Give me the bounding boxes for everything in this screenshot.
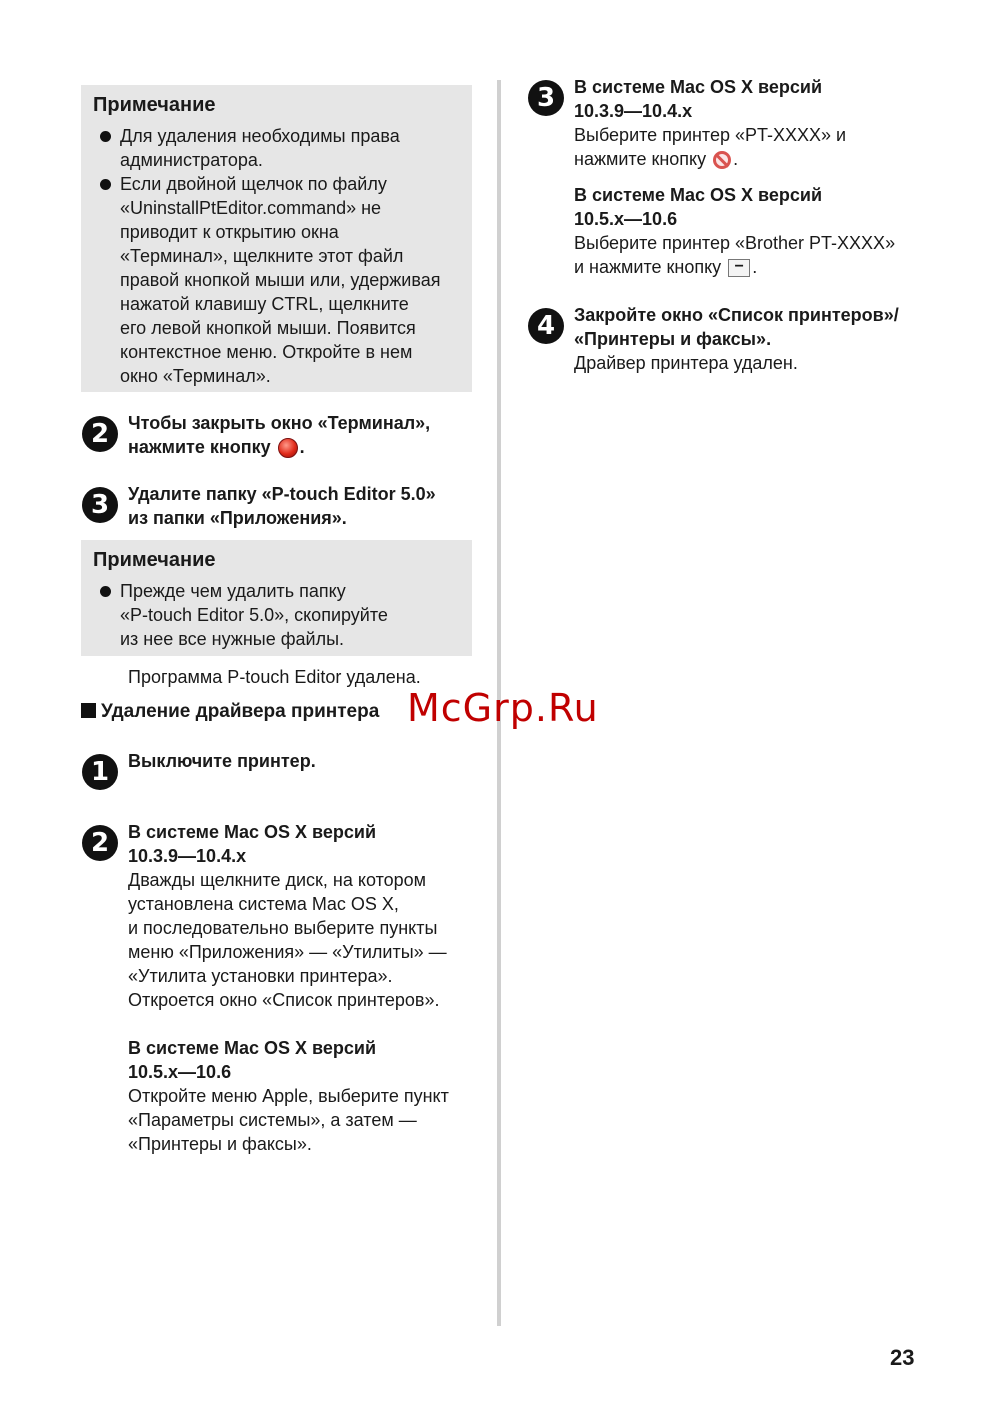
note-line: Прежде чем удалить папку xyxy=(120,581,346,601)
delete-prohibited-icon xyxy=(713,151,731,169)
step-text: Дважды щелкните диск, на котором xyxy=(128,870,427,890)
step-text: Выберите принтер «PT-XXXX» и xyxy=(574,125,847,145)
step-text: Откроется окно «Список принтеров». xyxy=(128,990,440,1010)
step-delete-printer xyxy=(574,75,954,279)
note-line: «Терминал», щелкните этот файл xyxy=(120,246,404,266)
step-text: Чтобы закрыть окно «Терминал», xyxy=(128,413,431,433)
step-text: Выберите принтер «Brother PT-XXXX» xyxy=(574,233,896,253)
step-text: Откройте меню Apple, выберите пункт xyxy=(128,1086,449,1106)
removed-message: Программа P-touch Editor удалена. xyxy=(128,667,421,687)
step-number-badge: 4 xyxy=(528,308,564,344)
page-number: 23 xyxy=(890,1345,915,1370)
step-number-badge: 3 xyxy=(82,487,118,523)
note-box-2 xyxy=(81,540,472,656)
watermark: McGrp.Ru xyxy=(407,686,599,730)
bullet-icon xyxy=(100,586,111,597)
step-heading: «Принтеры и факсы». xyxy=(574,329,772,349)
step-heading: 10.3.9—10.4.x xyxy=(574,101,693,121)
bullet-icon xyxy=(100,179,111,190)
note-line: Для удаления необходимы права xyxy=(120,126,400,146)
step-text-part: . xyxy=(733,149,739,169)
step-text: установлена система Mac OS X, xyxy=(128,894,399,914)
note-line: его левой кнопкой мыши. Появится xyxy=(120,318,416,338)
step-heading: В системе Mac OS X версий xyxy=(128,1038,377,1058)
step-text-part: . xyxy=(752,257,758,277)
step-text-part: и нажмите кнопку xyxy=(574,257,722,277)
step-heading: 10.5.x—10.6 xyxy=(128,1062,232,1082)
step-text: «Утилита установки принтера». xyxy=(128,966,393,986)
step-heading: В системе Mac OS X версий xyxy=(574,77,823,97)
note-item xyxy=(93,172,460,388)
step-text: Удалите папку «P-touch Editor 5.0» xyxy=(128,484,436,504)
step-number-badge: 2 xyxy=(82,825,118,861)
note-box-1 xyxy=(81,85,472,392)
step-text xyxy=(574,147,954,171)
note-line: окно «Терминал». xyxy=(120,366,271,386)
step-text xyxy=(128,435,478,459)
step-close-window xyxy=(574,303,964,375)
note-item xyxy=(93,124,460,172)
note-line: Если двойной щелчок по файлу xyxy=(120,174,387,194)
step-heading: 10.5.x—10.6 xyxy=(574,209,678,229)
step-text: и последовательно выберите пункты xyxy=(128,918,438,938)
step-number-badge: 1 xyxy=(82,754,118,790)
section-heading-text: Удаление драйвера принтера xyxy=(101,701,380,722)
step-text: «Параметры системы», а затем — xyxy=(128,1110,417,1130)
step-text-part: нажмите кнопку xyxy=(128,437,271,457)
step-text-part: нажмите кнопку xyxy=(574,149,707,169)
note-line: приводит к открытию окна xyxy=(120,222,339,242)
step-open-printer-list xyxy=(128,820,488,1156)
note-line: «P-touch Editor 5.0», скопируйте xyxy=(120,605,388,625)
note-title: Примечание xyxy=(93,549,216,571)
step-heading: В системе Mac OS X версий xyxy=(128,822,377,842)
step-heading: В системе Mac OS X версий xyxy=(574,185,823,205)
red-close-button-icon xyxy=(278,438,298,458)
step-text: «Принтеры и факсы». xyxy=(128,1134,312,1154)
step-text: Драйвер принтера удален. xyxy=(574,353,798,373)
note-line: нажатой клавишу CTRL, щелкните xyxy=(120,294,409,314)
note-line: «UninstallPtEditor.command» не xyxy=(120,198,382,218)
note-item xyxy=(93,579,460,651)
note-title: Примечание xyxy=(93,94,216,116)
step-delete-folder xyxy=(128,482,478,530)
step-text: из папки «Приложения». xyxy=(128,508,347,528)
note-line: контекстное меню. Откройте в нем xyxy=(120,342,413,362)
step-text: меню «Приложения» — «Утилиты» — xyxy=(128,942,447,962)
step-number-badge: 3 xyxy=(528,80,564,116)
minus-button-icon: − xyxy=(728,259,750,277)
note-line: правой кнопкой мыши или, удерживая xyxy=(120,270,441,290)
note-line: администратора. xyxy=(120,150,263,170)
step-heading: Закройте окно «Список принтеров»/ xyxy=(574,305,899,325)
section-heading xyxy=(81,700,379,724)
step-text xyxy=(574,255,954,279)
step-power-off: Выключите принтер. xyxy=(128,751,316,771)
square-bullet-icon xyxy=(81,703,96,718)
step-text-part: . xyxy=(299,437,305,457)
step-number-badge: 2 xyxy=(82,416,118,452)
step-heading: 10.3.9—10.4.x xyxy=(128,846,247,866)
step-close-terminal xyxy=(128,411,478,459)
note-line: из нее все нужные файлы. xyxy=(120,629,345,649)
bullet-icon xyxy=(100,131,111,142)
